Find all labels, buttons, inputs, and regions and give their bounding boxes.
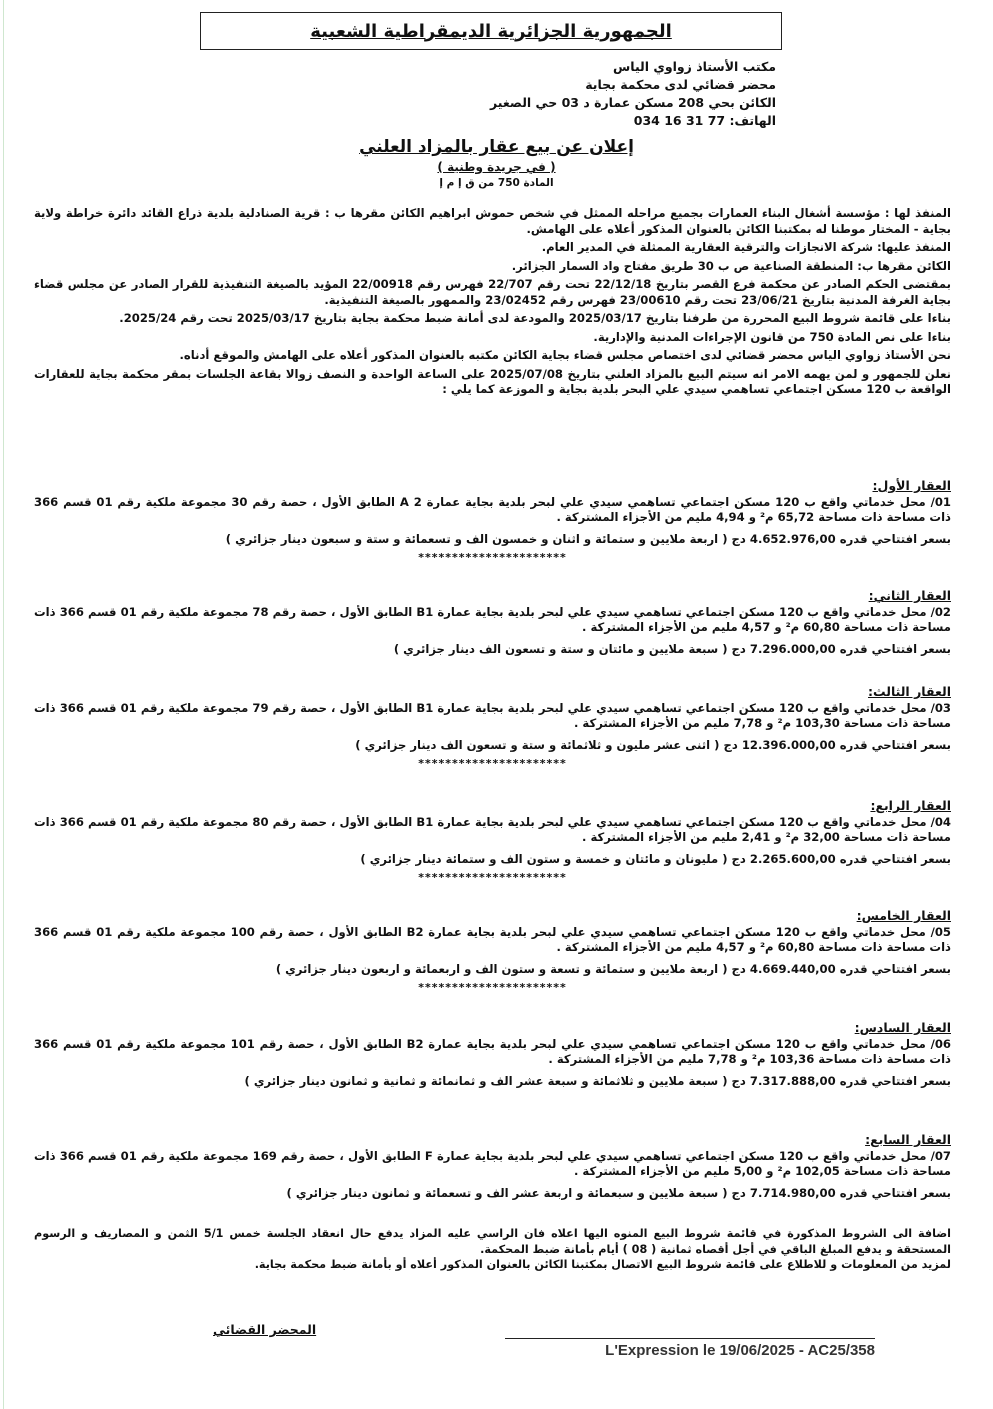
lot-title: العقار السابع:: [865, 1132, 951, 1147]
intro-paragraph: المنفذ عليها: شركة الانجازات والترقية العقارية الممثلة في المدير العام.: [541, 240, 951, 254]
lot-title: العقار الثاني:: [868, 588, 951, 603]
lot-price: بسعر افتتاحي قدره 7.714.980,00 دج ( سبعة ملايين و سبعمائة و اربعة عشر الف و تسعمائة و ثمانون دينار جزائري ): [286, 1185, 951, 1200]
lot-price: بسعر افتتاحي قدره 4.652.976,00 دج ( اربعة ملايين و ستمائة و اثنان و خمسون الف و تسعمائة و ستة و سبعون دينار جزائري ): [225, 531, 951, 546]
separator: **********************: [418, 551, 567, 564]
lot-description: 07/ محل خدماتي واقع ب 120 مسكن اجتماعي تساهمي سيدي علي لبحر بلدية بجاية عمارة F الطابق الأول ، حصة رقم 169 مجموعة ملكية رقم 01 قسم 366 ذات مساحة ذات مساحة 102,05 م² و 5,00 مليم من الأجزاء المشتركة .: [34, 1148, 951, 1178]
lot-1: [34, 478, 951, 566]
lot-description: 03/ محل خدماتي واقع ب 120 مسكن اجتماعي تساهمي سيدي علي لبحر بلدية بجاية عمارة B1 الطابق الأول ، حصة رقم 79 مجموعة ملكية رقم 01 قسم 366 ذات مساحة ذات مساحة 103,30 م² و 7,78 مليم من الأجزاء المشتركة .: [34, 700, 951, 730]
intro-paragraph: بناءا على نص المادة 750 من قانون الإجراءات المدنية والإدارية.: [593, 329, 951, 344]
intro-paragraph: نحن الأستاذ زواوي الياس محضر قضائي لدى اختصاص مجلس قضاء بجاية الكائن مكتبه بالعنوان المذكور أعلاه على الهامش والموقع أدناه.: [179, 348, 951, 362]
intro-paragraph: نعلن للجمهور و لمن يهمه الامر انه سيتم البيع بالمزاد العلني بتاريخ 2025/07/08 على الساعة الواحدة و النصف زوالا بقاعة الجلسات بمقر محكمة بجاية للعقارات الواقعة ب 120 مسكن اجتماعي تساهمي سيدي علي البحر بلدية بجاية و الموزعة كما يلي :: [34, 366, 951, 396]
notice-article: المادة 750 من ق إ م إ: [439, 177, 554, 189]
notice-title: إعلان عن بيع عقار بالمزاد العلني: [359, 137, 634, 157]
scan-edge-line: [3, 0, 4, 1409]
lot-6: [34, 1020, 951, 1089]
publication-footer: [505, 1338, 875, 1361]
lot-price: بسعر افتتاحي قدره 2.265.600,00 دج ( مليونان و مائتان و خمسة و ستون الف و ستمائة دينار جزائري ): [360, 851, 951, 866]
office-phone: الهاتف: 77 31 16 034: [633, 113, 776, 128]
lot-title: العقار الخامس:: [856, 908, 951, 923]
lot-price: بسعر افتتاحي قدره 4.669.440,00 دج ( اربعة ملايين و ستمائة و تسعة و ستون الف و اربعمائة و اربعون دينار جزائري ): [275, 961, 951, 976]
notice-subtitle: ( في جريدة وطنية ): [437, 160, 556, 174]
closing-conditions: [34, 1226, 951, 1273]
intro-paragraph: بناءا على قائمة شروط البيع المحررة من طرفنا بتاريخ 2025/03/17 والمودعة لدى أمانة ضبط محكمة بجاية بتاريخ 2025/03/17 تحت رقم 2025/24.: [119, 311, 951, 325]
lot-title: العقار الأول:: [872, 478, 951, 493]
intro-paragraph: المنفذ لها : مؤسسة أشغال البناء العمارات بجميع مراحله الممثل في شخص حموش ابراهيم الكائن مقرها ب : قرية الصنادلية بلدية ذراع القائد دائرة خراطة ولاية بجاية - المختار موطنا له بمكتبنا الكائن بالعنوان المذكور أعلاه على الهامش.: [34, 206, 951, 236]
closing-paragraph: لمزيد من المعلومات و للاطلاع على قائمة شروط البيع الاتصال بمكتبنا الكائن بالعنوان المذكور أعلاه أو بأمانة ضبط محكمة بجاية.: [254, 1258, 951, 1271]
intro-paragraph: بمقتضى الحكم الصادر عن محكمة فرع القصر بتاريخ 22/12/18 تحت رقم 22/707 فهرس رقم 22/00918 المؤيد بالصيغة التنفيذية للقرار الصادر عن مجلس قضاء بجاية الغرفة المدنية بتاريخ 23/06/21 تحت رقم 23/00610 فهرس رقم 23/02452 والممهور بالصيغة التنفيذية.: [34, 277, 951, 307]
lot-title: العقار السادس:: [854, 1020, 951, 1035]
lot-3: [34, 684, 951, 772]
lot-price: بسعر افتتاحي قدره 7.296.000,00 دج ( سبعة ملايين و مائتان و ستة و تسعون الف دينار جزائري ): [393, 641, 951, 656]
lot-2: [34, 588, 951, 657]
lot-price: بسعر افتتاحي قدره 7.317.888,00 دج ( سبعة ملايين و ثلاثمائة و سبعة عشر الف و ثمانمائة و ثمانية و ثمانون دينار جزائري ): [244, 1073, 951, 1088]
separator: **********************: [418, 871, 567, 884]
bailiff-signature-label: المحضر القضائي: [213, 1322, 317, 1337]
separator: **********************: [418, 757, 567, 770]
publication-reference: L'Expression le 19/06/2025 - AC25/358: [605, 1342, 875, 1359]
lot-7: [34, 1132, 951, 1201]
lot-description: 05/ محل خدماتي واقع ب 120 مسكن اجتماعي تساهمي سيدي علي لبحر بلدية بجاية عمارة B2 الطابق الأول ، حصة رقم 100 مجموعة ملكية رقم 01 قسم 366 ذات مساحة ذات مساحة 60,80 م² و 4,57 مليم من الأجزاء المشتركة .: [34, 924, 951, 954]
office-role: محضر قضائي لدى محكمة بجاية: [585, 77, 776, 92]
bailiff-office-block: [416, 58, 776, 130]
closing-paragraph: اضافة الى الشروط المذكورة في قائمة شروط البيع المنوه اليها اعلاه فان الراسي عليه المزاد يدفع حال انعقاد الجلسة خمس 5/1 الثمن و المصاريف و الرسوم المستحقة و يدفع المبلغ الباقي في أجل أقصاه ثمانية ( 08 ) أيام بأمانة ضبط المحكمة.: [34, 1227, 951, 1256]
lot-4: [34, 798, 951, 886]
office-name: مكتب الأستاذ زواوي الياس: [613, 59, 776, 74]
lot-description: 06/ محل خدماتي واقع ب 120 مسكن اجتماعي تساهمي سيدي علي لبحر بلدية بجاية عمارة B2 الطابق الأول ، حصة رقم 101 مجموعة ملكية رقم 01 قسم 366 ذات مساحة ذات مساحة 103,36 م² و 7,78 مليم من الأجزاء المشتركة .: [34, 1036, 951, 1066]
lot-description: 01/ محل خدماتي واقع ب 120 مسكن اجتماعي تساهمي سيدي علي لبحر بلدية بجاية عمارة A 2 الطابق الأول ، حصة رقم 30 مجموعة ملكية رقم 01 قسم 366 ذات مساحة ذات مساحة 65,72 م² و 4,94 مليم من الأجزاء المشتركة .: [34, 494, 951, 524]
republic-title: الجمهورية الجزائرية الديمقراطية الشعبية: [310, 20, 672, 42]
notice-intro: [34, 206, 951, 401]
office-address: الكائن بحي 208 مسكن عمارة د 03 حي الصغير: [489, 95, 776, 110]
lot-5: [34, 908, 951, 996]
lot-description: 04/ محل خدماتي واقع ب 120 مسكن اجتماعي تساهمي سيدي علي لبحر بلدية بجاية عمارة B1 الطابق الأول ، حصة رقم 80 مجموعة ملكية رقم 01 قسم 366 ذات مساحة ذات مساحة 32,00 م² و 2,41 مليم من الأجزاء المشتركة .: [34, 814, 951, 844]
header-box: [200, 12, 782, 50]
separator: **********************: [418, 981, 567, 994]
intro-paragraph: الكائن مقرها ب: المنطقة الصناعية ص ب 30 طريق مفتاح واد السمار الجزائر.: [511, 258, 951, 273]
lot-title: العقار الثالث:: [868, 684, 951, 699]
lot-description: 02/ محل خدماتي واقع ب 120 مسكن اجتماعي تساهمي سيدي علي لبحر بلدية بجاية عمارة B1 الطابق الأول ، حصة رقم 78 مجموعة ملكية رقم 01 قسم 366 ذات مساحة ذات مساحة 60,80 م² و 4,57 مليم من الأجزاء المشتركة .: [34, 604, 951, 634]
lot-price: بسعر افتتاحي قدره 12.396.000,00 دج ( اثنى عشر مليون و ثلاثمائة و ستة و تسعون الف دينار جزائري ): [355, 737, 951, 752]
lot-title: العقار الرابع:: [870, 798, 951, 813]
